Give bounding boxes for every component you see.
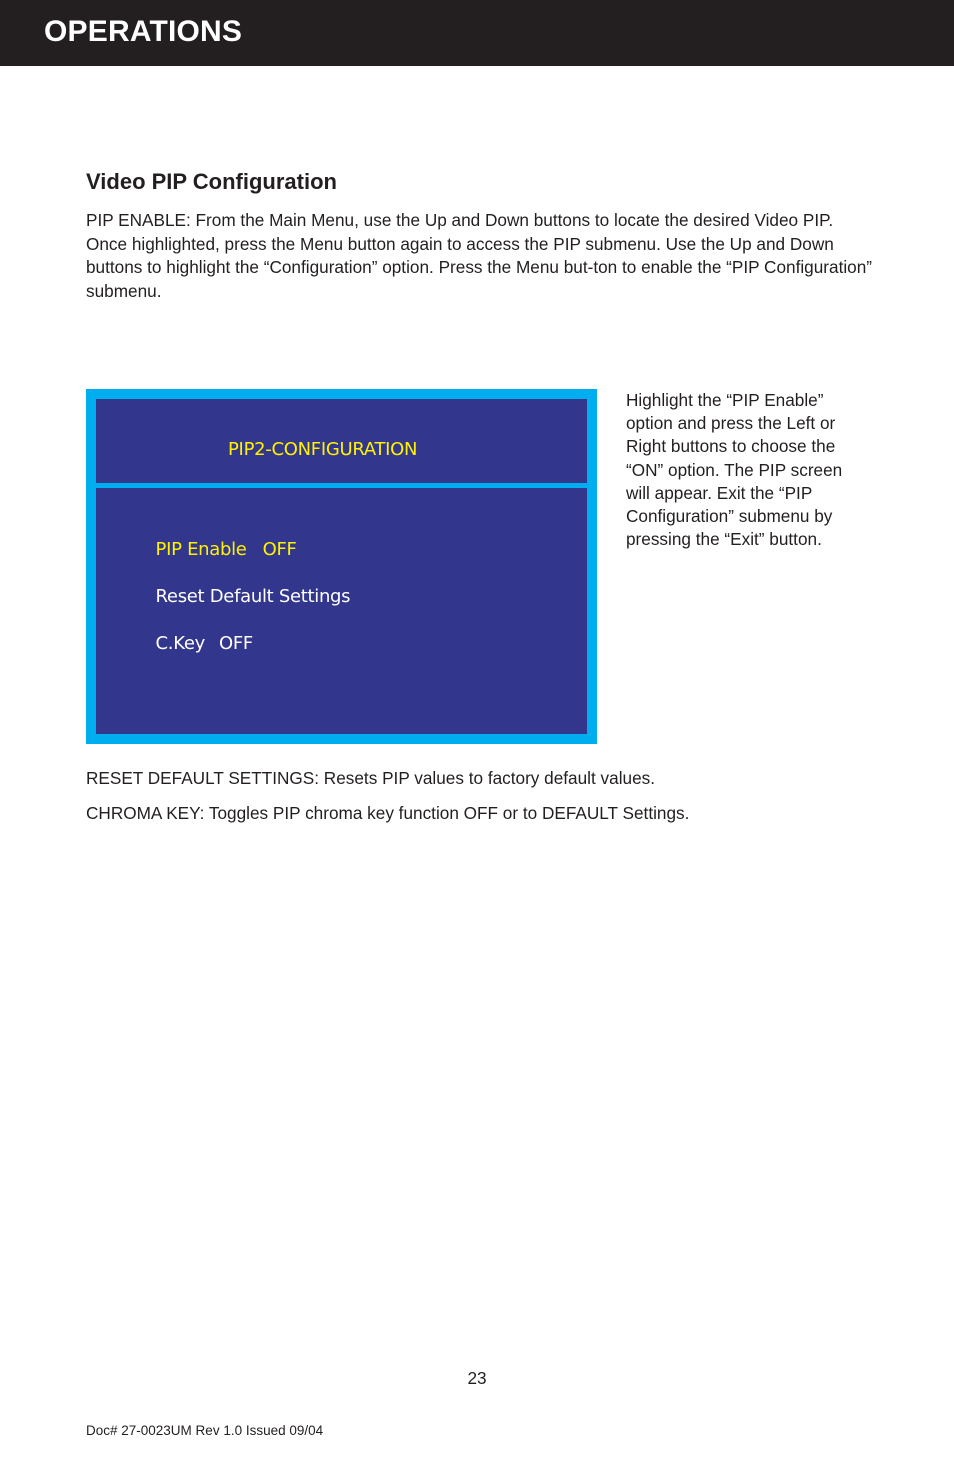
intro-paragraph: PIP ENABLE: From the Main Menu, use the Up and Down buttons to locate the desired Video PIP. Once highlighted, press the Menu button again to access the PIP submenu. Use the Up and Down buttons to highlight the “Configuration” option. Press the Menu but-ton to enable the “PIP Configuration” submenu. [86, 210, 873, 301]
menu-header-panel [96, 399, 587, 483]
menu-item-label: Reset Default Settings [155, 586, 351, 607]
menu-item-label: PIP Enable [155, 539, 247, 560]
menu-item-c-key [123, 611, 253, 677]
section-title: Video PIP Configuration [86, 169, 337, 194]
chroma-key-description: CHROMA KEY: Toggles PIP chroma key function OFF or to DEFAULT Settings. [86, 803, 690, 823]
menu-body-panel [96, 488, 587, 734]
reset-description: RESET DEFAULT SETTINGS: Resets PIP values to factory default values. [86, 768, 656, 788]
document-id: Doc# 27-0023UM Rev 1.0 Issued 09/04 [86, 1423, 324, 1438]
menu-title: PIP2-CONFIGURATION [228, 439, 418, 460]
page-number: 23 [467, 1368, 487, 1388]
side-note: Highlight the “PIP Enable” option and press the Left or Right buttons to choose the “ON” option. The PIP screen will appear. Exit the “PIP Configuration” submenu by pressing the “Exit” button. [626, 390, 843, 550]
header-title: OPERATIONS [44, 15, 243, 48]
menu-item-value: OFF [218, 633, 253, 654]
menu-item-value: OFF [262, 539, 297, 560]
header-bar [0, 0, 954, 66]
menu-item-label: C.Key [155, 633, 205, 654]
pip-configuration-menu [86, 389, 597, 744]
